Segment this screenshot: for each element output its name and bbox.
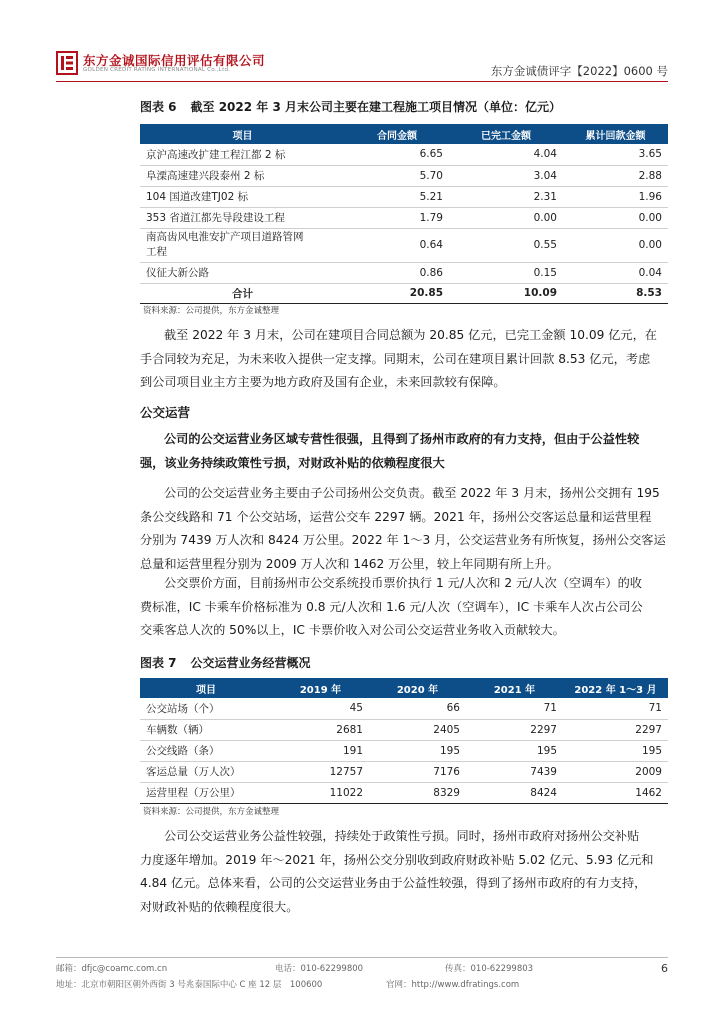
cell-total-value: 20.85 <box>345 283 449 303</box>
cell-project: 353 省道江都先导段建设工程 <box>140 207 345 228</box>
cell-value: 0.00 <box>449 207 563 228</box>
table-row <box>140 165 668 186</box>
figure-6-caption: 截至 2022 年 3 月末公司主要在建工程施工项目情况（单位：亿元） <box>190 100 561 114</box>
cell-value: 12757 <box>272 761 369 782</box>
company-name-en: GOLDEN CREDIT RATING INTERNATIONAL Co.,Ltd. <box>83 67 231 73</box>
paragraph-subsidies <box>140 825 668 919</box>
cell-value: 66 <box>369 698 466 719</box>
table-header-row <box>140 678 668 698</box>
cell-value: 191 <box>272 740 369 761</box>
cell-value: 0.00 <box>563 228 668 262</box>
text-line: 公司公交运营业务公益性较强，持续处于政策性亏损。同时，扬州市政府对扬州公交补贴 <box>164 829 640 843</box>
column-header-project: 项目 <box>232 130 253 142</box>
text-line: 交乘客总人次的 50%以上，IC 卡票价收入对公司公交运营业务收入贡献较大。 <box>140 623 565 637</box>
figure-7-title <box>140 654 311 671</box>
cell-value: 7439 <box>466 761 563 782</box>
text-line: 力度逐年增加。2019 年～2021 年，扬州公交分别收到政府财政补贴 5.02 亿元、5.93 亿元和 <box>140 852 654 867</box>
text-line: 费标准，IC 卡乘车价格标准为 0.8 元/人次和 1.6 元/人次（空调车），IC 卡乘车人次占公司公 <box>140 599 643 614</box>
paragraph-key-finding <box>140 428 668 475</box>
footer-email: 邮箱：dfjc@coamc.com.cn <box>56 964 168 974</box>
cell-total-label: 合计 <box>140 283 345 303</box>
paragraph-fare-policy <box>140 572 668 643</box>
column-header-2021: 2021 年 <box>493 684 536 696</box>
cell-value: 0.86 <box>345 262 449 283</box>
text-line: 到公司项目业主方主要为地方政府及国有企业，未来回款较有保障。 <box>140 375 506 389</box>
text-line: 公司的公交运营业务区域专营性很强，且得到了扬州市政府的有力支持，但由于公益性较 <box>164 432 640 446</box>
cell-item: 客运总量（万人次） <box>140 761 272 782</box>
column-header-contract-amount: 合同金额 <box>377 130 417 142</box>
paragraph-bus-operations <box>140 482 668 576</box>
company-logo-icon <box>56 51 78 75</box>
footer-website: 官网：http://www.dfratings.com <box>386 980 520 990</box>
cell-value: 7176 <box>369 761 466 782</box>
cell-value: 0.64 <box>345 228 449 262</box>
cell-value: 45 <box>272 698 369 719</box>
cell-value: 2.88 <box>563 165 668 186</box>
cell-value: 2297 <box>466 719 563 740</box>
table-row <box>140 698 668 719</box>
table-row <box>140 761 668 782</box>
cell-item: 车辆数（辆） <box>140 719 272 740</box>
cell-value: 5.70 <box>345 165 449 186</box>
text-line: 条公交线路和 71 个公交站场，运营公交车 2297 辆。2021 年，扬州公交客运总量和运营里程 <box>140 509 652 524</box>
figure-7-source: 资料来源：公司提供，东方金诚整理 <box>143 807 280 817</box>
figure-6-source: 资料来源：公司提供，东方金诚整理 <box>143 306 280 316</box>
cell-total-value: 10.09 <box>449 283 563 303</box>
cell-value: 2.31 <box>449 186 563 207</box>
cell-item: 公交站场（个） <box>140 698 272 719</box>
cell-value: 8424 <box>466 782 563 803</box>
page-number: 6 <box>661 962 668 975</box>
cell-value: 3.04 <box>449 165 563 186</box>
text-line: 公司的公交运营业务主要由子公司扬州公交负责。截至 2022 年 3 月末，扬州公交拥有 195 <box>164 486 660 500</box>
header-divider <box>56 81 668 82</box>
cell-value: 195 <box>369 740 466 761</box>
table-row <box>140 740 668 761</box>
text-line: 手合同较为充足，为未来收入提供一定支撑。同期末，公司在建项目累计回款 8.53 亿元，考虑 <box>140 351 651 366</box>
cell-value: 3.65 <box>563 144 668 165</box>
cell-value: 5.21 <box>345 186 449 207</box>
cell-project: 仪征大新公路 <box>140 262 345 283</box>
company-name-cn: 东方金诚国际信用评估有限公司 <box>83 53 266 68</box>
cell-value: 2297 <box>563 719 668 740</box>
text-line: 4.84 亿元。总体来看，公司的公交运营业务由于公益性较强，得到了扬州市政府的有力支持， <box>140 876 647 890</box>
cell-project: 南高齿风电淮安扩产项目道路管网工程 <box>140 228 345 262</box>
footer-phone: 电话：010-62299800 <box>275 964 364 974</box>
cell-value: 0.04 <box>563 262 668 283</box>
column-header-2020: 2020 年 <box>396 684 439 696</box>
cell-value: 1462 <box>563 782 668 803</box>
cell-project: 104 国道改建TJ02 标 <box>140 186 345 207</box>
cell-value: 2405 <box>369 719 466 740</box>
cell-value: 1.96 <box>563 186 668 207</box>
column-header-2022q1: 2022 年 1～3 月 <box>574 684 657 696</box>
figure-7-caption: 公交运营业务经营概况 <box>190 656 311 670</box>
table-row <box>140 719 668 740</box>
footer-divider <box>56 957 668 958</box>
cell-value: 6.65 <box>345 144 449 165</box>
cell-value: 71 <box>466 698 563 719</box>
column-header-item: 项目 <box>196 684 216 696</box>
table-total-row <box>140 283 668 303</box>
document-number: 东方金诚债评字【2022】0600 号 <box>490 64 668 78</box>
table-row <box>140 782 668 803</box>
cell-value: 2009 <box>563 761 668 782</box>
text-line: 截至 2022 年 3 月末，公司在建项目合同总额为 20.85 亿元，已完工金额 10.09 亿元，在 <box>164 328 657 342</box>
cell-value: 195 <box>563 740 668 761</box>
column-header-completed-amount: 已完工金额 <box>481 130 531 142</box>
cell-value: 0.00 <box>563 207 668 228</box>
table-row <box>140 228 668 262</box>
footer-address: 地址：北京市朝阳区朝外西街 3 号兆泰国际中心 C 座 12 层 100600 <box>56 980 323 990</box>
cell-item: 运营里程（万公里） <box>140 782 272 803</box>
column-header-collected-amount: 累计回款金额 <box>585 130 646 142</box>
page-header <box>56 49 668 79</box>
figure-6-label: 图表 6 <box>140 100 177 114</box>
footer-fax: 传真：010-62299803 <box>445 964 534 974</box>
text-line: 强，该业务持续政策性亏损，对财政补贴的依赖程度很大 <box>140 455 445 470</box>
cell-value: 0.15 <box>449 262 563 283</box>
figure-6-title <box>140 98 561 115</box>
table-row <box>140 207 668 228</box>
paragraph-construction-summary <box>140 324 668 395</box>
cell-value: 71 <box>563 698 668 719</box>
cell-value: 11022 <box>272 782 369 803</box>
bus-operations-table <box>140 678 668 804</box>
cell-item: 公交线路（条） <box>140 740 272 761</box>
cell-value: 2681 <box>272 719 369 740</box>
table-row <box>140 262 668 283</box>
table-row <box>140 186 668 207</box>
cell-value: 4.04 <box>449 144 563 165</box>
construction-projects-table <box>140 124 668 304</box>
table-header-row <box>140 124 668 144</box>
text-line: 分别为 7439 万人次和 8424 万公里。2022 年 1～3 月，公交运营业务有所恢复，扬州公交客运 <box>140 533 666 547</box>
text-line: 公交票价方面，目前扬州市公交系统投币票价执行 1 元/人次和 2 元/人次（空调车）的收 <box>164 576 642 590</box>
section-heading-public-transport: 公交运营 <box>140 405 191 420</box>
cell-value: 0.55 <box>449 228 563 262</box>
column-header-2019: 2019 年 <box>299 684 342 696</box>
cell-value: 1.79 <box>345 207 449 228</box>
cell-value: 8329 <box>369 782 466 803</box>
figure-7-label: 图表 7 <box>140 656 177 670</box>
text-line: 总量和运营里程分别为 2009 万人次和 1462 万公里，较上年同期有所上升。 <box>140 556 559 571</box>
cell-project: 阜溧高速建兴段泰州 2 标 <box>140 165 345 186</box>
text-line: 对财政补贴的依赖程度很大。 <box>140 899 299 914</box>
cell-total-value: 8.53 <box>563 283 668 303</box>
cell-value: 195 <box>466 740 563 761</box>
table-row <box>140 144 668 165</box>
cell-project: 京沪高速改扩建工程江都 2 标 <box>140 144 345 165</box>
